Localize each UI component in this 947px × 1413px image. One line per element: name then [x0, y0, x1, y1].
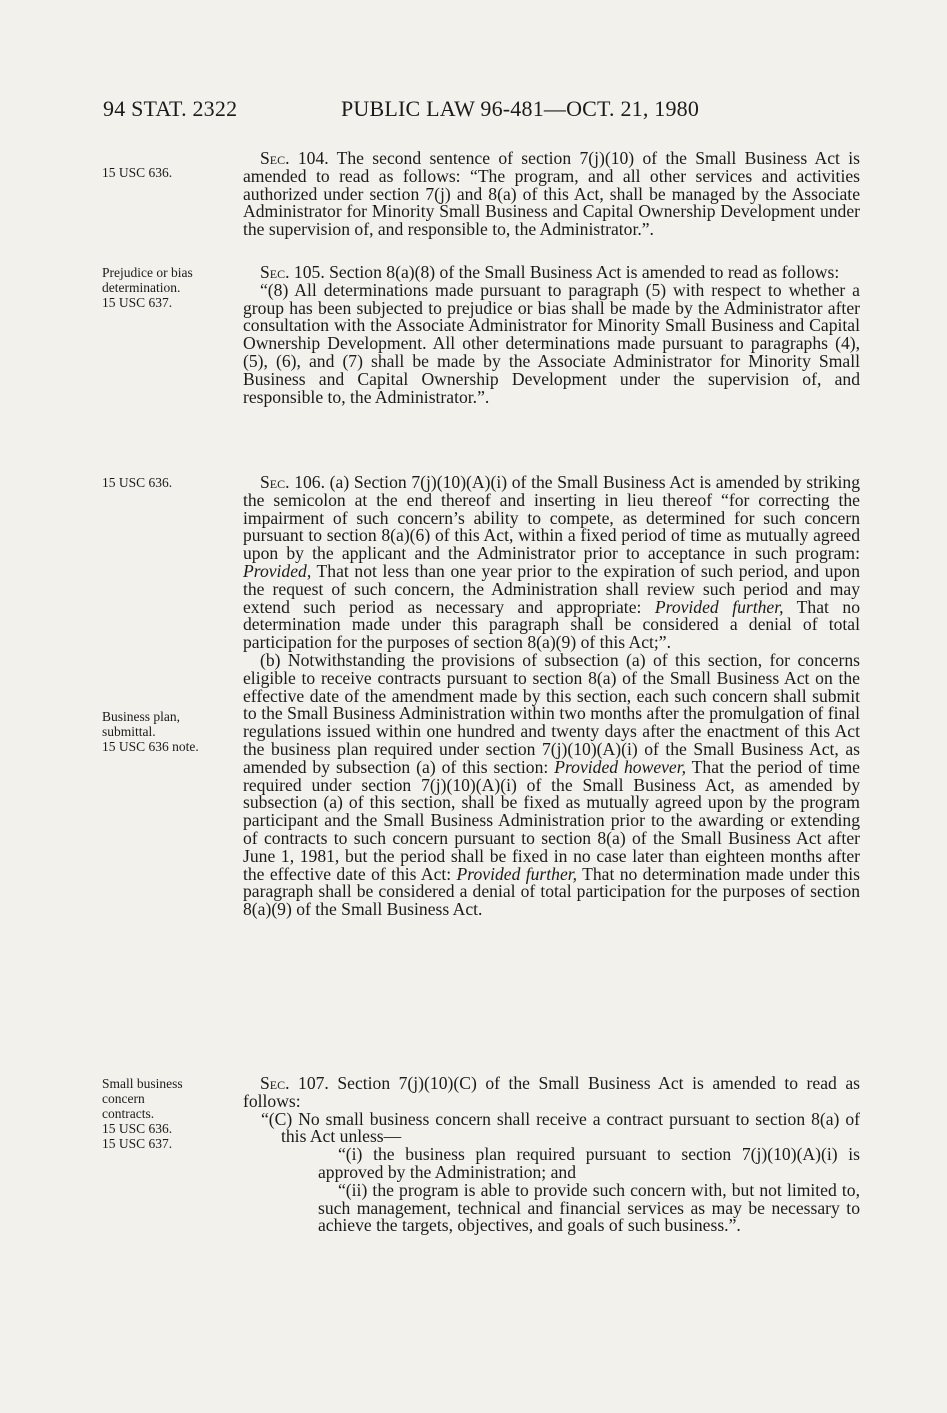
- page-header: [103, 96, 743, 128]
- section-label: Sec.: [260, 472, 290, 492]
- section-104-paragraph: [243, 150, 860, 239]
- section-105: [243, 264, 860, 406]
- section-text: That no determination made under this paragraph shall be considered a denial of total participation for the purposes of section 8(a)(9) of this Act;”.: [243, 596, 860, 653]
- provided-however-clause: Provided however,: [554, 756, 687, 777]
- margin-note-s105: [102, 265, 237, 310]
- section-text: 104. The second sentence of section 7(j)(10) of the Small Business Act is amended to read as follows: “The program, and all other services and activities authorized under section 7(j) and 8(a) of this Act, shall be managed by the Associate Administrator for Minority Small Business and Capital Ownership Development under the supervision of, and responsible to, the Administrator.”.: [243, 148, 860, 240]
- section-106-b: [243, 649, 860, 920]
- section-106-a: [243, 474, 860, 652]
- margin-note-line: Prejudice or bias: [102, 265, 193, 280]
- section-106: [243, 474, 860, 919]
- section-104: [243, 150, 860, 239]
- provided-clause: Provided,: [243, 560, 312, 581]
- section-text: 105. Section 8(a)(8) of the Small Business Act is amended to read as follows:: [289, 262, 840, 282]
- margin-note-line: 15 USC 637.: [102, 1136, 173, 1151]
- margin-note-line: 15 USC 636 note.: [102, 739, 199, 754]
- margin-note-line: submittal.: [102, 724, 156, 739]
- section-text: That the period of time required under section 7(j)(10)(A)(i) of the Small Business Act, as amended by subsection (a) of this section, shall be fixed as mutually agreed upon by the program participant and the Small Business Administration prior to the awarding or extending of contracts to such concern pursuant to section 8(a) of the Small Business Act after June 1, 1981, but the period shall be fixed in no case later than eighteen months after the effective date of this Act:: [243, 756, 860, 884]
- page-title: PUBLIC LAW 96-481—OCT. 21, 1980: [341, 96, 700, 121]
- margin-note-s106: [102, 475, 237, 490]
- margin-note-line: concern: [102, 1091, 145, 1106]
- provided-further-clause: Provided further,: [654, 596, 784, 617]
- margin-note-line: 15 USC 637.: [102, 295, 173, 310]
- provided-further-clause: Provided further,: [456, 863, 578, 884]
- margin-note-line: 15 USC 636.: [102, 165, 173, 180]
- section-text: (b) Notwithstanding the provisions of subsection (a) of this section, for concerns eligible to receive contracts pursuant to section 8(a) of the Small Business Act on the effective date of the amendment made by this section, each such concern shall submit to the Small Business Administration within two months after the promulgation of final regulations issued within one hundred and twenty days after the enactment of this Act the business plan required under section 7(j)(10)(A)(i) of the Small Business Act, as amended by subsection (a) of this section:: [243, 649, 860, 777]
- margin-note-line: 15 USC 636.: [102, 475, 173, 490]
- section-label: Sec.: [260, 262, 290, 282]
- margin-note-s107: [102, 1076, 237, 1151]
- section-text: That no determination made under this paragraph shall be considered a denial of total participation for the purposes of section 8(a)(9) of the Small Business Act.: [243, 863, 860, 920]
- section-107: [243, 1075, 860, 1235]
- margin-note-line: 15 USC 636.: [102, 1121, 173, 1136]
- section-text: That not less than one year prior to the expiration of such period, and upon the request of such concern, the Administration shall review such period and may extend such period as necessary and appropriate:: [243, 560, 860, 617]
- section-text: 107. Section 7(j)(10)(C) of the Small Business Act is amended to read as follows:: [243, 1073, 860, 1111]
- section-107-paragraph: [243, 1075, 860, 1111]
- margin-note-line: contracts.: [102, 1106, 155, 1121]
- margin-note-line: Business plan,: [102, 709, 181, 724]
- margin-note-line: determination.: [102, 280, 181, 295]
- statute-citation: 94 STAT. 2322: [103, 96, 238, 121]
- section-107-c: “(C) No small business concern shall receive a contract pursuant to section 8(a) of this Act unless—: [261, 1108, 860, 1147]
- section-text: 106. (a) Section 7(j)(10)(A)(i) of the Small Business Act is amended by striking the semicolon at the end thereof and inserting in lieu thereof “for correcting the impairment of such concern’s ability to compete, as determined for such concern pursuant to section 8(a)(6) of this Act, within a fixed period of time as mutually agreed upon by the applicant and the Administrator prior to acceptance in such program:: [243, 472, 860, 564]
- margin-note-line: Small business: [102, 1076, 183, 1091]
- section-107-c-ii: “(ii) the program is able to provide such concern with, but not limited to, such management, technical and financial services as may be necessary to achieve the targets, objectives, and goals of such business.”.: [318, 1179, 860, 1236]
- margin-note-s104: [102, 165, 237, 180]
- section-107-c-i: “(i) the business plan required pursuant to section 7(j)(10)(A)(i) is approved by the Administration; and: [318, 1144, 860, 1182]
- section-105-quote: “(8) All determinations made pursuant to paragraph (5) with respect to whether a group has been subjected to prejudice or bias shall be made by the Administrator after consultation with the Associate Administrator for Minority Small Business and Capital Ownership Development. All other determinations made pursuant to paragraphs (4), (5), (6), and (7) shall be made by the Associate Administrator for Minority Small Business and Capital Ownership Development under the supervision of, and responsible to, the Administrator.”.: [243, 279, 860, 407]
- section-label: Sec.: [260, 1073, 290, 1093]
- margin-note-business-plan: [102, 709, 237, 754]
- section-label: Sec.: [260, 148, 290, 168]
